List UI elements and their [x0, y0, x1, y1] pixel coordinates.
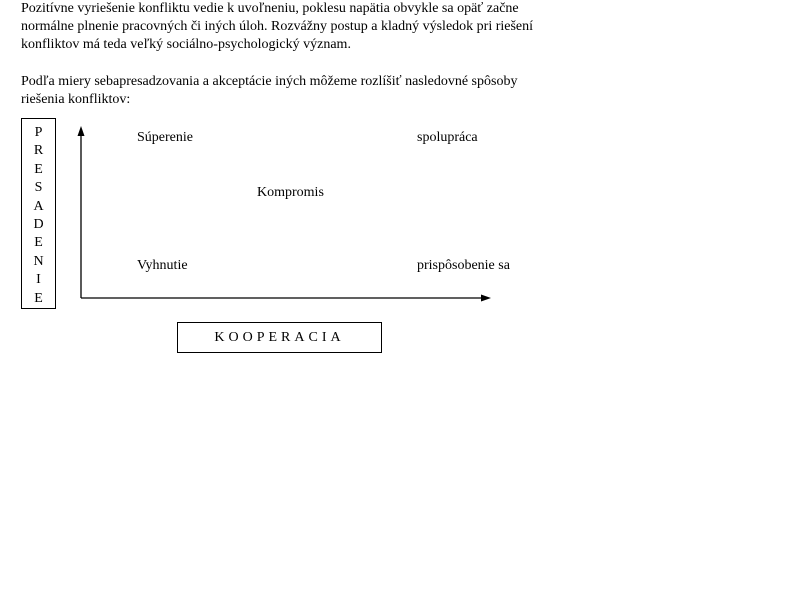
presadenie-letter: E: [34, 290, 43, 306]
presadenie-letter: S: [34, 180, 43, 196]
quadrant-label-vyhnutie: Vyhnutie: [137, 258, 188, 273]
quadrant-label-kompromis: Kompromis: [257, 185, 324, 200]
kooperacia-label-box: [177, 322, 382, 353]
presadenie-letter: E: [34, 235, 43, 251]
kooperacia-label: KOOPERACIA: [214, 330, 345, 345]
presadenie-letter: P: [34, 125, 43, 140]
presadenie-letter: E: [34, 161, 43, 177]
intro-line-3: konfliktov má teda veľký sociálno-psychologický význam.: [21, 37, 351, 52]
methods-line-1: Podľa miery sebapresadzovania a akceptácie iných môžeme rozlíšiť nasledovné spôsoby: [21, 74, 518, 89]
presadenie-letter: N: [33, 253, 44, 269]
quadrant-label-prisposobenie: prispôsobenie sa: [417, 258, 510, 273]
quadrant-label-spolupraca: spolupráca: [417, 130, 478, 145]
quadrant-label-superenie: Súperenie: [137, 130, 193, 145]
presadenie-letter: A: [33, 198, 44, 214]
presadenie-letter: R: [33, 143, 44, 159]
intro-line-2: normálne plnenie pracovných či iných úloh. Rozvážny postup a kladný výsledok pri riešení: [21, 19, 534, 34]
intro-line-1: Pozitívne vyriešenie konfliktu vedie k uvoľneniu, poklesu napätia obvykle sa opäť začne: [21, 1, 519, 16]
methods-line-2: riešenia konfliktov:: [21, 92, 131, 107]
presadenie-letter: I: [36, 272, 41, 288]
horizontal-axis-arrowhead: [481, 295, 491, 302]
vertical-axis-arrowhead: [78, 126, 85, 136]
presadenie-letter: D: [33, 217, 44, 233]
